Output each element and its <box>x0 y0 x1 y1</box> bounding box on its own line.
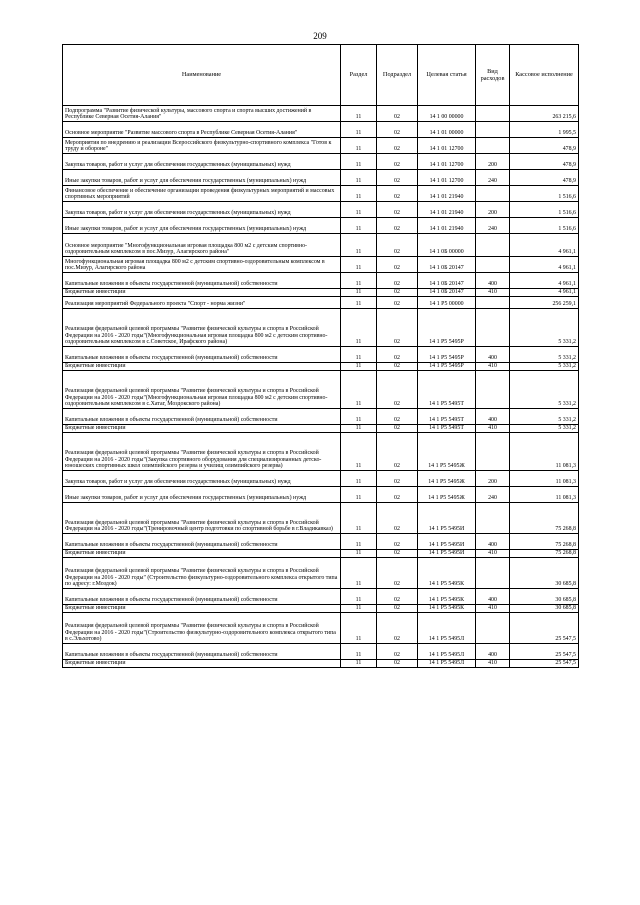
row-amount: 30 685,8 <box>510 605 579 613</box>
budget-table <box>62 44 579 668</box>
row-target: 14 1 01 21940 <box>418 186 476 202</box>
table-row <box>63 605 579 613</box>
row-name: Основное мероприятие "Многофункциональная игровая площадка 800 м2 с детским спортивно-оздоровительным комплексом в пос.Мизур, Алагирского района" <box>63 234 341 257</box>
row-name: Реализация федеральной целевой программы "Развитие физической культуры и спорта в Российской Федерации на 2016 - 2020 годы" (Строительство физкультурно-оздоровительного комплекса открытого типа по адресу: г.Моздок) <box>63 558 341 589</box>
table-row <box>63 170 579 186</box>
row-amount: 25 547,5 <box>510 613 579 644</box>
row-subsection: 02 <box>377 289 418 297</box>
row-section: 11 <box>341 589 377 605</box>
row-type <box>476 433 510 471</box>
row-type <box>476 371 510 409</box>
row-section: 11 <box>341 309 377 347</box>
header-amount: Кассовое исполнение <box>510 45 579 106</box>
row-name: Капитальные вложения в объекты государственной (муниципальной) собственности <box>63 644 341 660</box>
row-target: 14 1 0Б 20147 <box>418 257 476 273</box>
row-section: 11 <box>341 409 377 425</box>
row-amount: 75 268,8 <box>510 550 579 558</box>
table-row <box>63 550 579 558</box>
row-name: Реализация мероприятий Федерального проекта "Спорт - норма жизни" <box>63 297 341 309</box>
row-type <box>476 613 510 644</box>
row-amount: 4 961,1 <box>510 234 579 257</box>
row-amount: 5 331,2 <box>510 309 579 347</box>
row-name: Бюджетные инвестиции <box>63 605 341 613</box>
table-row <box>63 371 579 409</box>
row-section: 11 <box>341 644 377 660</box>
row-target: 14 1 P5 00000 <box>418 297 476 309</box>
row-amount: 1 995,5 <box>510 122 579 138</box>
row-subsection: 02 <box>377 605 418 613</box>
table-row <box>63 644 579 660</box>
row-section: 11 <box>341 297 377 309</box>
row-target: 14 1 P5 5495T <box>418 371 476 409</box>
table-row <box>63 534 579 550</box>
row-target: 14 1 P5 5495Ж <box>418 487 476 503</box>
row-subsection: 02 <box>377 660 418 668</box>
row-type <box>476 106 510 122</box>
row-section: 11 <box>341 471 377 487</box>
row-amount: 11 081,3 <box>510 471 579 487</box>
row-target: 14 1 01 12700 <box>418 138 476 154</box>
row-target: 14 1 01 21940 <box>418 202 476 218</box>
row-subsection: 02 <box>377 433 418 471</box>
row-type: 410 <box>476 660 510 668</box>
row-subsection: 02 <box>377 309 418 347</box>
row-type: 410 <box>476 425 510 433</box>
table-row <box>63 234 579 257</box>
row-subsection: 02 <box>377 503 418 534</box>
row-type <box>476 186 510 202</box>
table-row <box>63 487 579 503</box>
row-name: Бюджетные инвестиции <box>63 660 341 668</box>
row-type: 200 <box>476 202 510 218</box>
row-target: 14 1 P5 5495T <box>418 409 476 425</box>
row-amount: 5 331,2 <box>510 347 579 363</box>
row-amount: 4 961,1 <box>510 289 579 297</box>
row-section: 11 <box>341 433 377 471</box>
row-section: 11 <box>341 202 377 218</box>
row-amount: 1 516,6 <box>510 186 579 202</box>
table-row <box>63 202 579 218</box>
row-name: Мероприятия по внедрению и реализации Всероссийского физкультурно-спортивного комплекса "Готов к труду и обороне" <box>63 138 341 154</box>
row-name: Подпрограмма "Развитие физической культуры, массового спорта и спорта высших достижений в Республике Северная Осетия-Алания" <box>63 106 341 122</box>
row-target: 14 1 P5 5495Ж <box>418 433 476 471</box>
row-name: Капитальные вложения в объекты государственной (муниципальной) собственности <box>63 347 341 363</box>
row-subsection: 02 <box>377 425 418 433</box>
row-section: 11 <box>341 234 377 257</box>
row-name: Капитальные вложения в объекты государственной (муниципальной) собственности <box>63 534 341 550</box>
row-section: 11 <box>341 558 377 589</box>
row-subsection: 02 <box>377 234 418 257</box>
row-section: 11 <box>341 363 377 371</box>
row-amount: 5 331,2 <box>510 363 579 371</box>
row-target: 14 1 P5 5495К <box>418 605 476 613</box>
row-type: 200 <box>476 154 510 170</box>
table-row <box>63 289 579 297</box>
row-amount: 30 685,8 <box>510 558 579 589</box>
table-row <box>63 122 579 138</box>
table-row <box>63 309 579 347</box>
row-section: 11 <box>341 613 377 644</box>
row-target: 14 1 0Б 20147 <box>418 273 476 289</box>
row-subsection: 02 <box>377 218 418 234</box>
row-target: 14 1 0Б 20147 <box>418 289 476 297</box>
row-amount: 256 259,1 <box>510 297 579 309</box>
row-name: Иные закупки товаров, работ и услуг для обеспечения государственных (муниципальных) нужд <box>63 218 341 234</box>
row-target: 14 1 01 12700 <box>418 154 476 170</box>
row-amount: 1 516,6 <box>510 202 579 218</box>
row-type: 240 <box>476 170 510 186</box>
row-amount: 25 547,5 <box>510 660 579 668</box>
row-amount: 4 961,1 <box>510 273 579 289</box>
table-row <box>63 154 579 170</box>
header-name: Наименование <box>63 45 341 106</box>
row-name: Закупка товаров, работ и услуг для обеспечения государственных (муниципальных) нужд <box>63 471 341 487</box>
row-type: 200 <box>476 471 510 487</box>
row-section: 11 <box>341 550 377 558</box>
row-type: 400 <box>476 347 510 363</box>
row-subsection: 02 <box>377 550 418 558</box>
table-row <box>63 106 579 122</box>
row-name: Бюджетные инвестиции <box>63 363 341 371</box>
row-amount: 478,9 <box>510 170 579 186</box>
row-amount: 478,9 <box>510 154 579 170</box>
row-name: Иные закупки товаров, работ и услуг для обеспечения государственных (муниципальных) нужд <box>63 487 341 503</box>
header-subsection: Подраздел <box>377 45 418 106</box>
row-section: 11 <box>341 660 377 668</box>
row-target: 14 1 P5 5495И <box>418 534 476 550</box>
row-target: 14 1 01 21940 <box>418 218 476 234</box>
row-name: Закупка товаров, работ и услуг для обеспечения государственных (муниципальных) нужд <box>63 154 341 170</box>
row-type: 400 <box>476 589 510 605</box>
row-target: 14 1 P5 5495Ж <box>418 471 476 487</box>
table-row <box>63 425 579 433</box>
row-type <box>476 297 510 309</box>
row-subsection: 02 <box>377 186 418 202</box>
row-subsection: 02 <box>377 371 418 409</box>
row-amount: 11 081,3 <box>510 433 579 471</box>
row-name: Основное мероприятие "Развитие массового спорта в Республике Северная Осетия-Алания" <box>63 122 341 138</box>
row-subsection: 02 <box>377 534 418 550</box>
row-section: 11 <box>341 289 377 297</box>
row-type: 410 <box>476 289 510 297</box>
row-section: 11 <box>341 425 377 433</box>
row-amount: 1 516,6 <box>510 218 579 234</box>
table-header-row <box>63 45 579 106</box>
row-name: Капитальные вложения в объекты государственной (муниципальной) собственности <box>63 589 341 605</box>
row-section: 11 <box>341 273 377 289</box>
row-section: 11 <box>341 122 377 138</box>
row-target: 14 1 P5 5495К <box>418 589 476 605</box>
row-target: 14 1 P5 5495P <box>418 363 476 371</box>
row-section: 11 <box>341 186 377 202</box>
row-target: 14 1 00 00000 <box>418 106 476 122</box>
table-row <box>63 186 579 202</box>
table-row <box>63 589 579 605</box>
row-type: 400 <box>476 273 510 289</box>
row-section: 11 <box>341 106 377 122</box>
table-row <box>63 471 579 487</box>
row-target: 14 1 P5 5495И <box>418 550 476 558</box>
row-name: Капитальные вложения в объекты государственной (муниципальной) собственности <box>63 273 341 289</box>
row-type <box>476 558 510 589</box>
row-subsection: 02 <box>377 613 418 644</box>
row-amount: 263 215,6 <box>510 106 579 122</box>
row-name: Реализация федеральной целевой программы "Развитие физической культуры и спорта в Российской Федерации на 2016 - 2020 годы"(Строительство физкультурно-оздоровительного комплекса открытого типа в с.Эльхотово) <box>63 613 341 644</box>
row-subsection: 02 <box>377 471 418 487</box>
row-section: 11 <box>341 534 377 550</box>
row-amount: 4 961,1 <box>510 257 579 273</box>
row-section: 11 <box>341 487 377 503</box>
table-row <box>63 363 579 371</box>
row-target: 14 1 P5 5495P <box>418 347 476 363</box>
row-target: 14 1 P5 5495И <box>418 503 476 534</box>
row-section: 11 <box>341 503 377 534</box>
row-target: 14 1 P5 5495P <box>418 309 476 347</box>
row-target: 14 1 P5 5495Л <box>418 613 476 644</box>
header-target: Целевая статья <box>418 45 476 106</box>
row-amount: 25 547,5 <box>510 644 579 660</box>
row-section: 11 <box>341 154 377 170</box>
row-type <box>476 234 510 257</box>
row-name: Бюджетные инвестиции <box>63 289 341 297</box>
table-row <box>63 218 579 234</box>
row-section: 11 <box>341 170 377 186</box>
row-section: 11 <box>341 257 377 273</box>
row-subsection: 02 <box>377 154 418 170</box>
table-row <box>63 660 579 668</box>
row-type <box>476 503 510 534</box>
row-subsection: 02 <box>377 138 418 154</box>
row-target: 14 1 0Б 00000 <box>418 234 476 257</box>
row-subsection: 02 <box>377 589 418 605</box>
header-expense-type: Вид расходов <box>476 45 510 106</box>
row-amount: 5 331,2 <box>510 425 579 433</box>
row-subsection: 02 <box>377 106 418 122</box>
row-type: 400 <box>476 409 510 425</box>
row-subsection: 02 <box>377 170 418 186</box>
row-type <box>476 309 510 347</box>
row-type: 400 <box>476 534 510 550</box>
row-target: 14 1 01 12700 <box>418 170 476 186</box>
table-row <box>63 347 579 363</box>
row-amount: 30 685,8 <box>510 589 579 605</box>
table-row <box>63 613 579 644</box>
row-subsection: 02 <box>377 558 418 589</box>
table-row <box>63 558 579 589</box>
row-subsection: 02 <box>377 409 418 425</box>
row-name: Многофункциональная игровая площадка 800 м2 с детским спортивно-оздоровительным комплексом в пос.Мизур, Алагирского района <box>63 257 341 273</box>
row-name: Капитальные вложения в объекты государственной (муниципальной) собственности <box>63 409 341 425</box>
row-subsection: 02 <box>377 363 418 371</box>
row-amount: 75 268,8 <box>510 534 579 550</box>
row-name: Реализация федеральной целевой программы "Развитие физической культуры и спорта в Российской Федерации на 2016 - 2020 годы"(Закупка спортивного оборудования для специализированных детско-юношеских спортивных школ олимпийского резерва и училищ олимпийского резерва) <box>63 433 341 471</box>
table-row <box>63 297 579 309</box>
row-subsection: 02 <box>377 487 418 503</box>
row-type: 410 <box>476 550 510 558</box>
row-type <box>476 122 510 138</box>
table-row <box>63 433 579 471</box>
row-section: 11 <box>341 218 377 234</box>
row-amount: 5 331,2 <box>510 409 579 425</box>
row-name: Реализация федеральной целевой программы "Развитие физической культуры и спорта в Российской Федерации на 2016 - 2020 годы"(Многофункциональная игровая площадка 800 м2 с детским спортивно-оздоровительным комплексом в с.Хатаг, Моздокского района) <box>63 371 341 409</box>
row-target: 14 1 P5 5495Л <box>418 644 476 660</box>
row-type: 410 <box>476 363 510 371</box>
row-name: Финансовое обеспечение и обеспечение организации проведения физкультурных мероприятий и массовых спортивных мероприятий <box>63 186 341 202</box>
row-amount: 11 081,3 <box>510 487 579 503</box>
row-type: 400 <box>476 644 510 660</box>
row-subsection: 02 <box>377 202 418 218</box>
row-target: 14 1 01 00000 <box>418 122 476 138</box>
row-amount: 75 268,8 <box>510 503 579 534</box>
row-name: Реализация федеральной целевой программы "Развитие физической культуры и спорта в Российской Федерации на 2016 - 2020 годы"(Многофункциональная игровая площадка 800 м2 с детским спортивно-оздоровительным комплексом в с.Советское, Ирафского района) <box>63 309 341 347</box>
row-subsection: 02 <box>377 644 418 660</box>
row-target: 14 1 P5 5495T <box>418 425 476 433</box>
row-section: 11 <box>341 605 377 613</box>
row-type: 240 <box>476 218 510 234</box>
row-subsection: 02 <box>377 122 418 138</box>
row-name: Иные закупки товаров, работ и услуг для обеспечения государственных (муниципальных) нужд <box>63 170 341 186</box>
row-type: 410 <box>476 605 510 613</box>
row-section: 11 <box>341 347 377 363</box>
row-subsection: 02 <box>377 347 418 363</box>
table-row <box>63 409 579 425</box>
row-target: 14 1 P5 5495Л <box>418 660 476 668</box>
row-subsection: 02 <box>377 297 418 309</box>
row-type <box>476 138 510 154</box>
row-amount: 478,9 <box>510 138 579 154</box>
row-name: Закупка товаров, работ и услуг для обеспечения государственных (муниципальных) нужд <box>63 202 341 218</box>
header-section: Раздел <box>341 45 377 106</box>
page-number: 209 <box>313 31 327 41</box>
row-subsection: 02 <box>377 273 418 289</box>
row-target: 14 1 P5 5495К <box>418 558 476 589</box>
row-name: Бюджетные инвестиции <box>63 425 341 433</box>
row-section: 11 <box>341 138 377 154</box>
table-row <box>63 503 579 534</box>
row-section: 11 <box>341 371 377 409</box>
row-type <box>476 257 510 273</box>
row-type: 240 <box>476 487 510 503</box>
row-name: Бюджетные инвестиции <box>63 550 341 558</box>
row-name: Реализация федеральной целевой программы "Развитие физической культуры и спорта в Российской Федерации на 2016 - 2020 годы"(Тренировочный центр подготовки по спортивной борьбе в г.Владикавказ) <box>63 503 341 534</box>
table-row <box>63 257 579 273</box>
table-row <box>63 273 579 289</box>
table-row <box>63 138 579 154</box>
row-subsection: 02 <box>377 257 418 273</box>
row-amount: 5 331,2 <box>510 371 579 409</box>
